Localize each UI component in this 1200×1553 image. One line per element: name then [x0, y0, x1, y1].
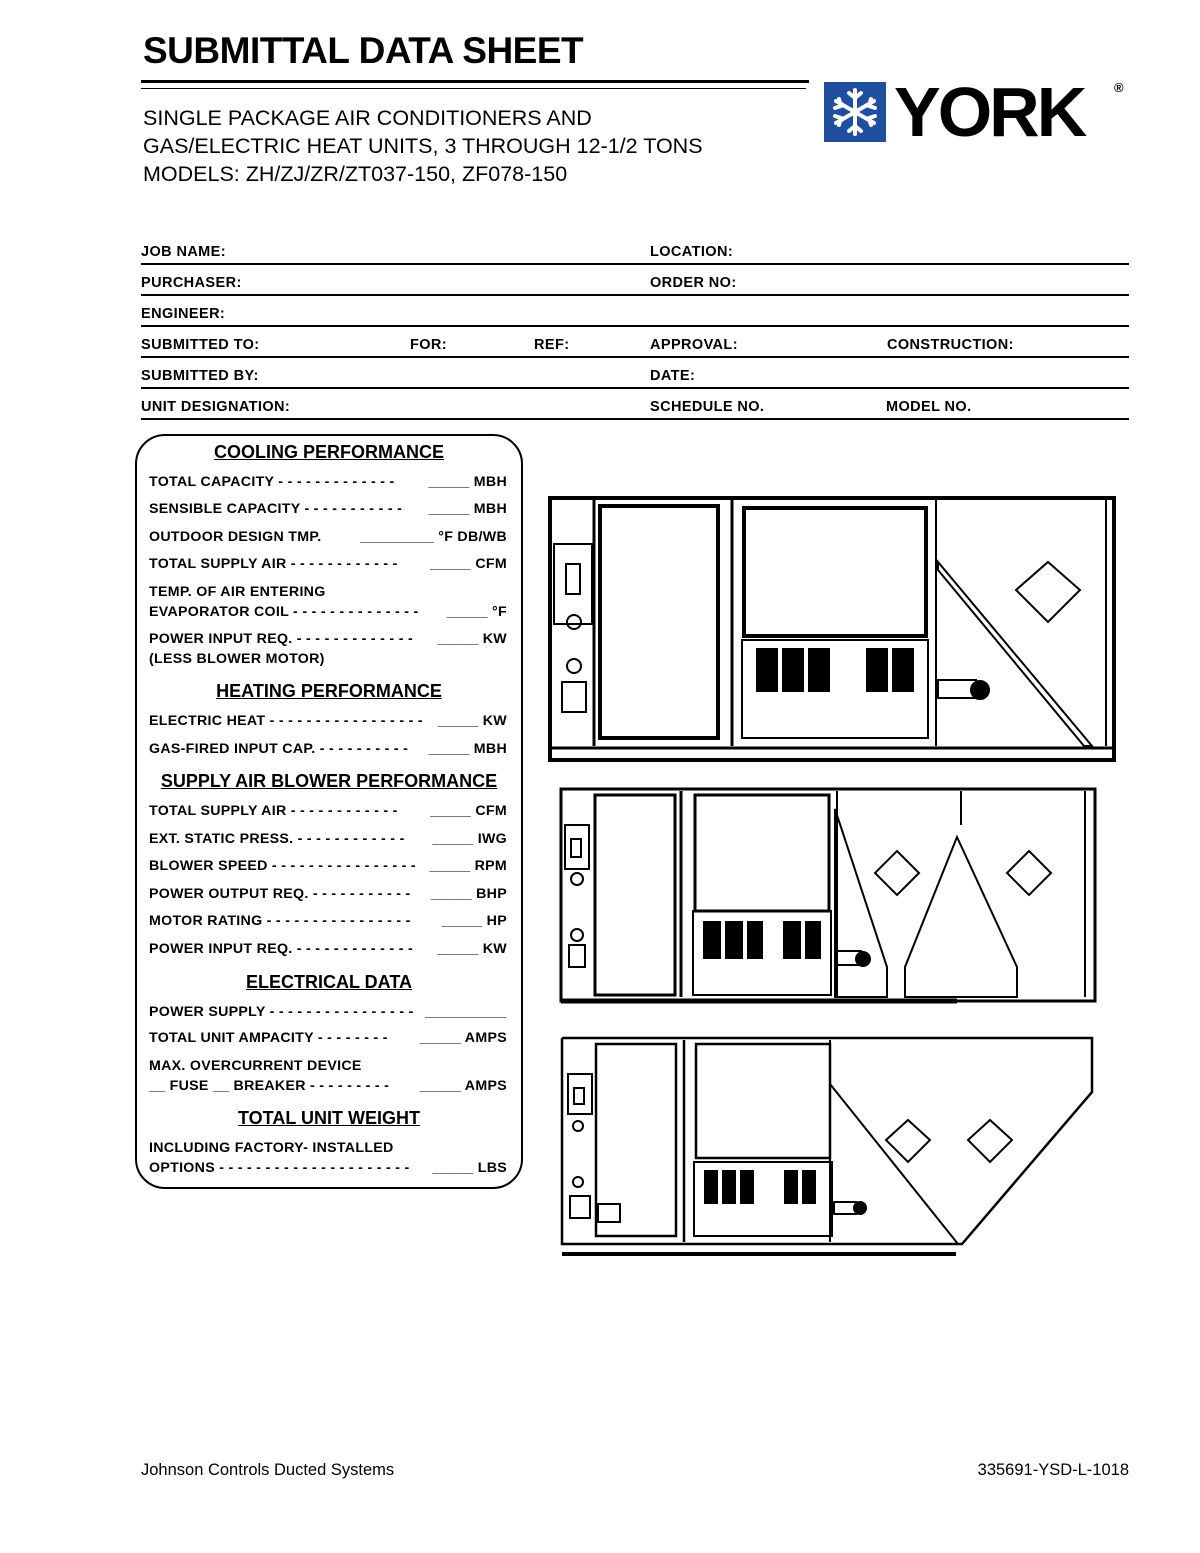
- job-name-label: JOB NAME:: [141, 244, 226, 260]
- job-row: [141, 327, 1129, 358]
- blower-heading: SUPPLY AIR BLOWER PERFORMANCE: [160, 771, 498, 791]
- title-rule: [141, 80, 809, 83]
- performance-box: COOLING PERFORMANCE TOTAL CAPACITY - - - - - - - - - - - - - _____ MBH SENSIBLE CAPACITY - - - - - - - - - - - _____ MBH OUTDOOR DESIGN TMP. _________ °F DB/WB TOTAL SUPPLY AIR - - - - - - - - - - - - _____ CFM TEMP. OF AIR ENTERING EVAPORATOR COIL - - - - - - - - - - - - - - _____ °F POWER INPUT REQ. - - - - - - - - - - - - - _____ KW (LESS BLOWER MOTOR) HEATING PERFORMANCE ELECTRIC HEAT - - - - - - - - - - - - - - - - - _____ KW GAS-FIRED INPUT CAP. - - - - - - - - - - _____ MBH SUPPLY AIR BLOWER PERFORMANCE TOTAL SUPPLY AIR - - - - - - - - - - - - _____ CFM EXT. STATIC PRESS. - - - - - - - - - - - - _____ IWG BLOWER SPEED - - - - - - - - - - - - - - - - _____ RPM POWER OUTPUT REQ. - - - - - - - - - - - _____ BHP MOTOR RATING - - - - - - - - - - - - - - - - _____ HP POWER INPUT REQ. - - - - - - - - - - - - - _____ KW ELECTRICAL DATA POWER SUPPLY - - - - - - - - - - - - - - - - __________ TOTAL UNIT AMPACITY - - - - - - - - _____ AMPS MAX. OVERCURRENT DEVICE __ FUSE __ BREAKER - - - - - - - - - _____ AMPS TOTAL UNIT WEIGHT INCLUDING FACTORY- INSTALLED OPTIONS - - - - - - - - - - - - - - - - - - - - - _____ LBS: [135, 434, 523, 1189]
- model-no-label: MODEL NO.: [886, 399, 972, 415]
- job-row: [141, 358, 1129, 389]
- unit-designation-label: UNIT DESIGNATION:: [141, 399, 291, 415]
- schedule-no-label: SCHEDULE NO.: [650, 399, 765, 415]
- purchaser-label: PURCHASER:: [141, 275, 242, 291]
- date-label: DATE:: [650, 368, 696, 384]
- weight-heading: TOTAL UNIT WEIGHT: [238, 1108, 420, 1128]
- heating-heading: HEATING PERFORMANCE: [216, 681, 442, 701]
- job-row: [141, 265, 1129, 296]
- footer-company: Johnson Controls Ducted Systems: [141, 1461, 395, 1479]
- job-row: [141, 389, 1129, 420]
- cooling-heading: COOLING PERFORMANCE: [213, 442, 444, 462]
- for-label: FOR:: [410, 337, 448, 353]
- subtitle-line-1: SINGLE PACKAGE AIR CONDITIONERS AND: [143, 106, 592, 130]
- subtitle: [143, 104, 703, 188]
- location-label: LOCATION:: [650, 244, 734, 260]
- job-row: [141, 296, 1129, 327]
- subtitle-line-3: MODELS: ZH/ZJ/ZR/ZT037-150, ZF078-150: [143, 162, 568, 186]
- job-info-form: [141, 234, 1129, 420]
- title-rule-thin: [141, 88, 806, 89]
- engineer-label: ENGINEER:: [141, 306, 226, 322]
- registered-mark: ®: [1114, 80, 1124, 95]
- york-logo: [822, 73, 1132, 151]
- unit-drawing-medium: [557, 785, 1099, 1015]
- submitted-by-label: SUBMITTED BY:: [141, 368, 259, 384]
- page-title: SUBMITTAL DATA SHEET: [143, 30, 584, 71]
- subtitle-line-2: GAS/ELECTRIC HEAT UNITS, 3 THROUGH 12-1/2 TONS: [143, 134, 703, 158]
- submitted-to-label: SUBMITTED TO:: [141, 337, 260, 353]
- logo-wordmark: YORK: [894, 73, 1085, 151]
- electrical-heading: ELECTRICAL DATA: [246, 972, 412, 992]
- unit-drawing-large: [546, 494, 1118, 768]
- construction-label: CONSTRUCTION:: [887, 337, 1014, 353]
- unit-drawing-small: [558, 1034, 1094, 1262]
- snowflake-icon: [824, 82, 886, 142]
- ref-label: REF:: [534, 337, 570, 353]
- order-no-label: ORDER NO:: [650, 275, 737, 291]
- job-row: [141, 234, 1129, 265]
- approval-label: APPROVAL:: [650, 337, 738, 353]
- footer-doc-number: 335691-YSD-L-1018: [977, 1461, 1129, 1479]
